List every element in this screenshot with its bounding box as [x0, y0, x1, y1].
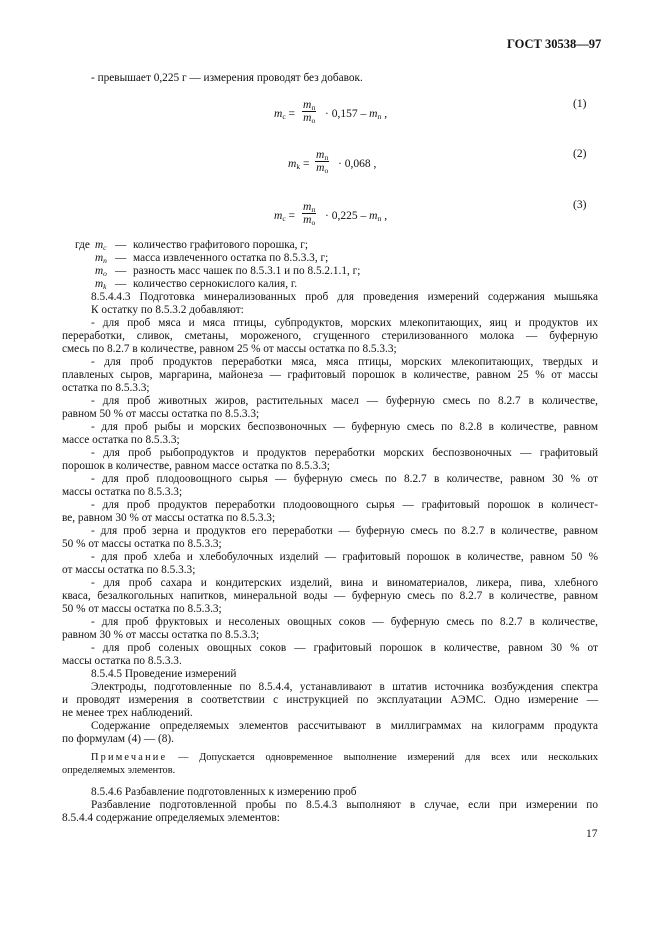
section-heading-8-5-4-4-3: 8.5.4.4.3 Подготовка минерализованных проб для проведения измерений содержания мышьяка [91, 291, 598, 303]
text-line: не менее трех наблюдений. [62, 707, 193, 719]
standard-header: ГОСТ 30538—97 [507, 37, 602, 51]
text-line: - для проб соленых овощных соков — графитовый порошок в количестве, равном 30 % от [91, 642, 598, 654]
text-line: переработки, сливок, сметаны, мороженого, сгущенного стерилизованного молока — буферную [62, 330, 598, 342]
text-line: Разбавление подготовленной пробы по 8.5.4.3 выполняют в случае, если при измерении по [91, 799, 598, 811]
legend-item: количество сернокислого калия, г. [133, 278, 298, 290]
equation-number-3: (3) [573, 199, 587, 211]
text-line: - для проб мяса и мяса птицы, субпродуктов, морских млекопитающих, яиц и продуктов их [91, 317, 598, 329]
text-line: 50 % от массы остатка по 8.5.3.3; [62, 603, 222, 615]
text-line: - для проб зерна и продуктов его переработки — буферную смесь по 8.2.7 в количестве, равном [91, 525, 598, 537]
text-line: кваса, безалкогольных напитков, минеральной воды — буферную смесь по 8.2.7 в количестве, равном [62, 590, 598, 602]
text-line: массы остатка по 8.5.3.3; [62, 486, 183, 498]
text-line: смесь по 8.2.7 в количестве, равном 25 % от массы остатка по 8.5.3.3; [62, 343, 397, 355]
text-line: - для проб сахара и кондитерских изделий, вина и виноматериалов, ликера, пива, хлебного [91, 577, 598, 589]
text-line: 8.5.4.4 содержание определяемых элементов: [62, 812, 280, 824]
text-line: - для проб плодоовощного сырья — буферную смесь по 8.2.7 в количестве, равном 30 % от [91, 473, 598, 485]
section-heading-8-5-4-5: 8.5.4.5 Проведение измерений [91, 668, 237, 680]
text-line: 50 % от массы остатка по 8.5.3.3; [62, 538, 222, 550]
equation-number-2: (2) [573, 148, 587, 160]
text-line: остатка по 8.5.3.3; [62, 382, 150, 394]
note: Примечание — Допускается одновременное выполнение измерений для всех или нескольких [91, 752, 598, 763]
text-line: - для проб фруктовых и несоленых овощных соков — буферную смесь по 8.2.7 в количестве, [91, 616, 598, 628]
equation-number-1: (1) [573, 98, 587, 110]
text-line: - для проб хлеба и хлебобулочных изделий — графитовый порошок в количестве, равном 50 % [91, 551, 598, 563]
note-label: Примечание [91, 752, 168, 763]
text-line: от массы остатка по 8.5.3.3; [62, 564, 196, 576]
text-line: плавленых сыров, маргарина, майонеза — графитовый порошок в количестве, равном 25 % от массы [62, 369, 598, 381]
legend-item: масса извлеченного остатка по 8.5.3.3, г; [133, 252, 329, 264]
text-line: массы остатка по 8.5.3.3. [62, 655, 182, 667]
text-line: - для проб продуктов переработки плодоовощного сырья — графитовый порошок в количест- [91, 499, 598, 511]
text-line: Содержание определяемых элементов рассчитывают в миллиграммах на килограмм продукта [91, 720, 598, 732]
text-line: - для проб животных жиров, растительных масел — буферную смесь по 8.2.7 в количестве, [91, 395, 598, 407]
page-number: 17 [586, 828, 598, 840]
text-line: - для проб рыбы и морских беспозвоночных — буферную смесь по 8.2.8 в количестве, равном [91, 421, 598, 433]
text-line: ве, равном 30 % от массы остатка по 8.5.3.3; [62, 512, 276, 524]
text-line: и проводят измерения в соответствии с инструкцией по эксплуатации АЭМС. Одно измерение — [62, 694, 598, 706]
text-line: порошок в количестве, равном массе остатка по 8.5.3.3; [62, 460, 330, 472]
text-line: - для проб рыбопродуктов и продуктов переработки морских беспозвоночных — графитовый [91, 447, 598, 459]
text-line: равном 30 % от массы остатка по 8.5.3.3; [62, 629, 260, 641]
text-line: К остатку по 8.5.3.2 добавляют: [91, 304, 244, 316]
text-line: равном 50 % от массы остатка по 8.5.3.3; [62, 408, 260, 420]
text-line: по формулам (4) — (8). [62, 733, 175, 745]
intro-line: - превышает 0,225 г — измерения проводят без добавок. [91, 72, 363, 84]
text-line: Электроды, подготовленные по 8.5.4.4, устанавливают в штатив источника возбуждения спектра [91, 681, 598, 693]
text-line: - для проб продуктов переработки мяса, мяса птицы, морских млекопитающих, твердых и [91, 356, 598, 368]
document-page: ГОСТ 30538—97 - превышает 0,225 г — измерения проводят без добавок. $m_c$ = $m_п$ $m_о$ · $0,157 - m_п$ , (1) $m_k$ = $m_п$ $m_о$ · 0,068 , (2) $m_c$ = $m_п$ $m_о$ · $0,225 - m_п$ , (3) где $m_c$ — количество графитового порошка, г; $m_п$ — масса извлеченного остатка по 8.5.3.3, г; $m_о$ — разность масс чашек по 8.5.3.1 и по 8.5.2.1.1, г; $m_k$ — количество сернокислого калия, г. 8.5.4.4.3 Подготовка минерализованных проб для проведения измерений содержания мышьяка К остатку по 8.5.3.2 добавляют: - для проб мяса и мяса птицы, субпродуктов, морских млекопитающих, яиц и продуктов их переработки, сливок, сметаны, мороженого, сгущенного стерилизованного молока — буферную смесь по 8.2.7 в количестве, равном 25 % от массы остатка по 8.5.3.3; - для проб продуктов переработки мяса, мяса птицы, морских млекопитающих, твердых и плавленых сыров, маргарина, майонеза — графитовый порошок в количестве, равном 25 % от массы остатка по 8.5.3.3; - для проб животных жиров, растительных масел — буферную смесь по 8.2.7 в количестве, равном 50 % от массы остатка по 8.5.3.3; - для проб рыбы и морских беспозвоночных — буферную смесь по 8.2.8 в количестве, равном массе остатка по 8.5.3.3; - для проб рыбопродуктов и продуктов переработки морских беспозвоночных — графитовый порошок в количестве, равном массе остатка по 8.5.3.3; - для проб плодоовощного сырья — буферную смесь по 8.2.7 в количестве, равном 30 % от массы остатка по 8.5.3.3; - для проб продуктов переработки плодоовощного сырья — графитовый порошок в количест- ве, равном 30 % от массы остатка по 8.5.3.3; - для проб зерна и продуктов его переработки — буферную смесь по 8.2.7 в количестве, равном 50 % от массы остатка по 8.5.3.3; - для проб хлеба и хлебобулочных изделий — графитовый порошок в количестве, равном 50 % от массы остатка по 8.5.3.3; - для проб сахара и кондитерских изделий, вина и виноматериалов, ликера, пива, хлебного кваса, безалкогольных напитков, минеральной воды — буферную смесь по 8.2.7 в количестве, равном 50 % от массы остатка по 8.5.3.3; - для проб фруктовых и несоленых овощных соков — буферную смесь по 8.2.7 в количестве, равном 30 % от массы остатка по 8.5.3.3; - для проб соленых овощных соков — графитовый порошок в количестве, равном 30 % от массы остатка по 8.5.3.3. 8.5.4.5 Проведение измерений Электроды, подготовленные по 8.5.4.4, устанавливают в штатив источника возбуждения спектра и проводят измерения в соответствии с инструкцией по эксплуатации АЭМС. Одно измерение — не менее трех наблюдений. Содержание определяемых элементов рассчитывают в миллиграммах на килограмм продукта по формулам (4) — (8). Примечание — Допускается одновременное выполнение измерений для всех или нескольких определяемых элементов. 8.5.4.6 Разбавление подготовленных к измерению проб Разбавление подготовленной пробы по 8.5.4.3 выполняют в случае, если при измерении по 8.5.4.4 содержание определяемых элементов: 17 [62, 37, 602, 840]
text-line: массе остатка по 8.5.3.3; [62, 434, 180, 446]
section-heading-8-5-4-6: 8.5.4.6 Разбавление подготовленных к измерению проб [91, 786, 357, 798]
note-continuation: определяемых элементов. [62, 765, 176, 776]
f1-lhs: m [274, 108, 283, 120]
legend-item: количество графитового порошка, г; [133, 239, 309, 251]
legend-item: разность масс чашек по 8.5.3.1 и по 8.5.2.1.1, г; [133, 265, 361, 277]
